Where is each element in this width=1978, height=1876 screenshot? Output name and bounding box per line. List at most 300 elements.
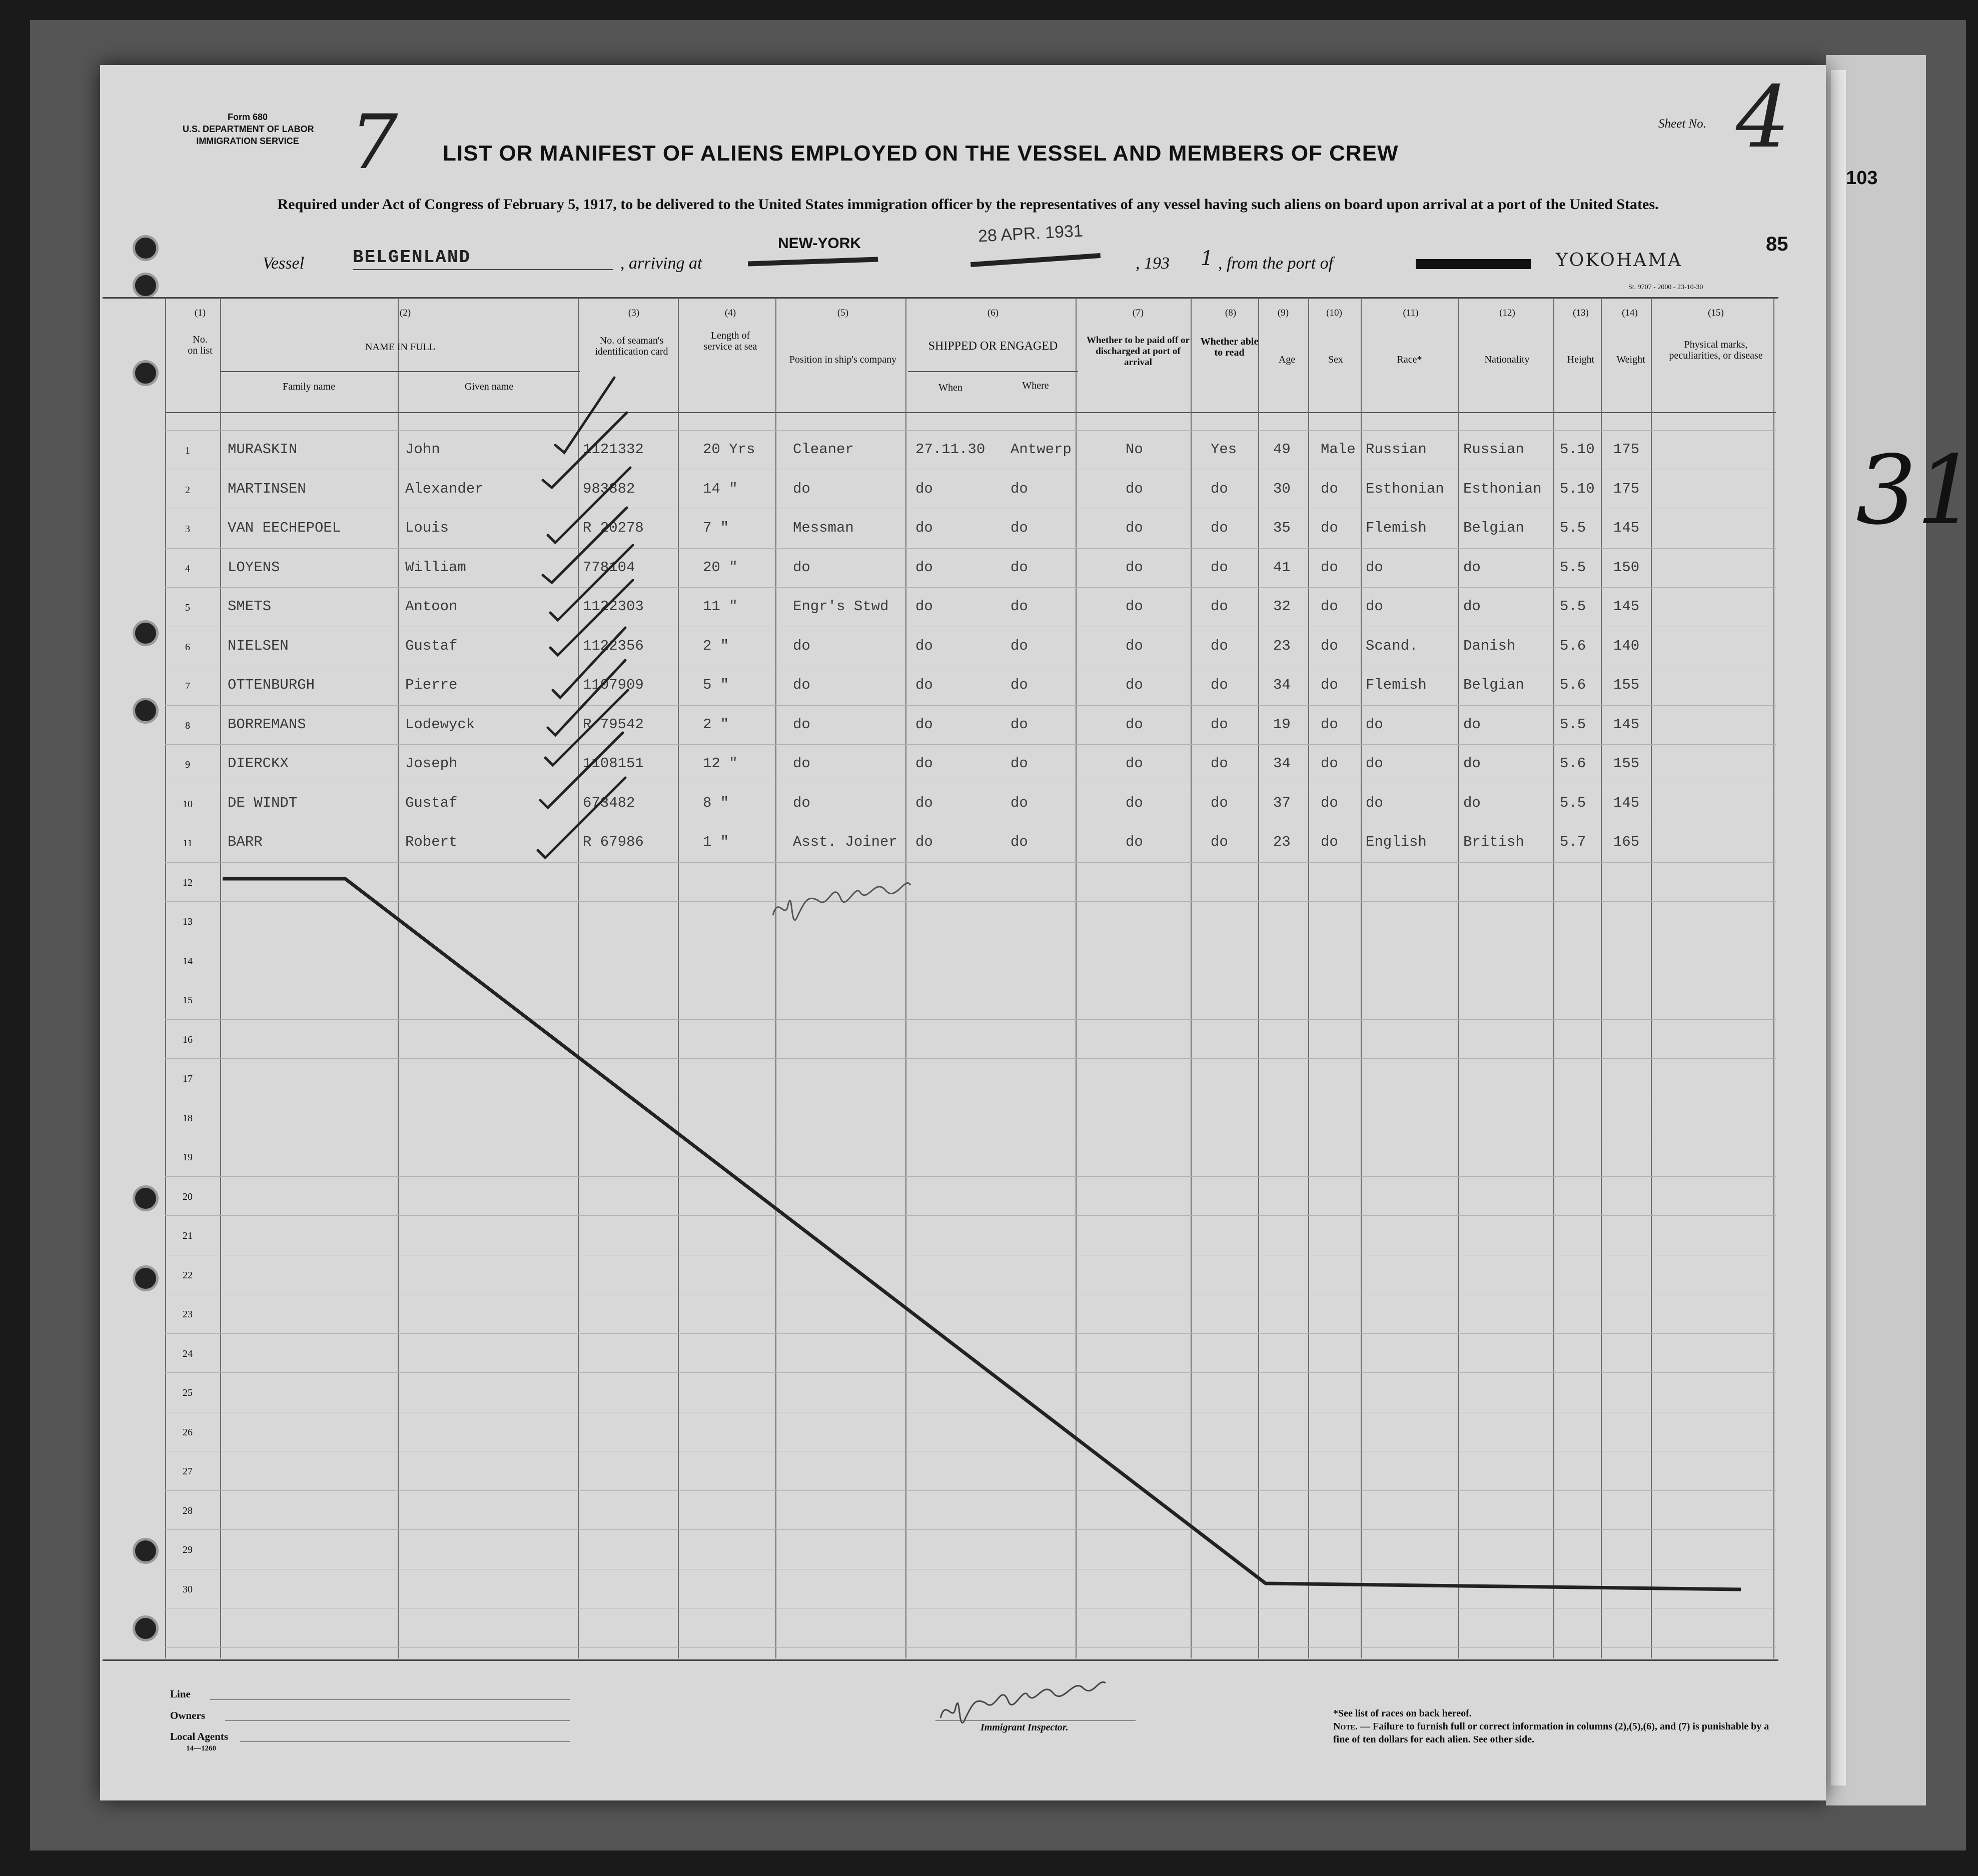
col4-num: (4) <box>724 308 736 318</box>
footer-owners-label: Owners <box>170 1709 205 1721</box>
service-name: IMMIGRATION SERVICE <box>196 136 299 146</box>
cell-service: 11 " <box>703 598 738 615</box>
cell-read: Yes <box>1211 441 1237 458</box>
cell-height: 5.7 <box>1560 834 1586 850</box>
column-divider <box>905 298 906 1658</box>
cell-service: 14 " <box>703 480 738 497</box>
column-divider <box>1458 298 1459 1658</box>
cell-height: 5.10 <box>1560 480 1595 497</box>
cell-read: do <box>1211 520 1228 536</box>
vessel-name: BELGENLAND <box>353 247 471 268</box>
cell-read: do <box>1211 755 1228 772</box>
from-label: , from the port of <box>1218 254 1334 273</box>
cell-weight: 145 <box>1613 716 1640 733</box>
column-divider <box>1651 298 1652 1658</box>
cell-card: 983882 <box>583 480 635 497</box>
year-digit: 1 <box>1201 247 1214 270</box>
column-divider <box>165 298 166 1658</box>
page-title: LIST OR MANIFEST OF ALIENS EMPLOYED ON THE VESSEL AND MEMBERS OF CREW <box>443 141 1399 166</box>
cell-nationality: Danish <box>1463 637 1516 654</box>
cell-paid: do <box>1126 520 1143 536</box>
cell-sex: do <box>1321 834 1338 850</box>
sheet-number-label: Sheet No. <box>1658 117 1706 131</box>
cell-weight: 145 <box>1613 598 1640 615</box>
empty-row-number: 20 <box>183 1191 193 1202</box>
cell-nationality: do <box>1463 755 1481 772</box>
cell-height: 5.5 <box>1560 598 1586 615</box>
col2-given-label: Given name <box>464 381 514 392</box>
row-rule <box>165 1333 1776 1334</box>
from-port: YOKOHAMA <box>1556 250 1682 271</box>
column-divider <box>1308 298 1309 1658</box>
races-note: *See list of races on back hereof. <box>1333 1708 1472 1719</box>
col8-num: (8) <box>1225 308 1237 318</box>
sheet-number: 4 <box>1736 68 1790 167</box>
footer-line-rule <box>210 1699 570 1700</box>
handwritten-seven: 7 <box>350 99 398 186</box>
cell-card: 673482 <box>583 794 635 811</box>
cell-nationality: Belgian <box>1463 677 1524 693</box>
arriving-label: , arriving at <box>620 254 702 273</box>
empty-row-number: 28 <box>183 1505 193 1516</box>
cell-card: 1122356 <box>583 637 644 654</box>
cell-service: 2 " <box>703 637 729 654</box>
cell-where: do <box>1011 520 1028 536</box>
year-label: , 193 <box>1136 254 1170 273</box>
footer-agents-label: Local Agents <box>170 1730 229 1742</box>
column-divider <box>1076 298 1077 1658</box>
row-rule <box>165 744 1776 745</box>
cell-where: do <box>1011 598 1028 615</box>
page-stack-edge-highlight <box>1831 70 1846 1785</box>
cell-height: 5.6 <box>1560 677 1586 693</box>
vessel-name-underline <box>353 269 613 270</box>
cell-family: DE WINDT <box>228 794 298 811</box>
cell-race: Russian <box>1366 441 1427 458</box>
department-name: U.S. DEPARTMENT OF LABOR <box>183 124 314 134</box>
row-number: 4 <box>185 563 190 574</box>
cell-family: LOYENS <box>228 559 280 576</box>
cell-nationality: do <box>1463 716 1481 733</box>
empty-row-number: 16 <box>183 1034 193 1045</box>
row-rule <box>165 1529 1776 1530</box>
header-bottom-rule <box>165 412 1776 413</box>
cell-paid: No <box>1126 441 1143 458</box>
row-rule <box>165 548 1776 549</box>
cell-service: 20 Yrs <box>703 441 755 458</box>
cell-nationality: do <box>1463 794 1481 811</box>
col9-num: (9) <box>1277 308 1289 318</box>
col6-when-label: When <box>938 382 962 393</box>
footer-agents-rule <box>240 1741 570 1742</box>
column-divider <box>220 298 221 1658</box>
cell-where: do <box>1011 794 1028 811</box>
col2-num: (2) <box>399 308 411 318</box>
cell-card: 1107909 <box>583 677 644 693</box>
cell-where: do <box>1011 559 1028 576</box>
cell-card: 1122303 <box>583 598 644 615</box>
shipped-subheader-rule <box>908 371 1078 372</box>
cell-paid: do <box>1126 637 1143 654</box>
cell-given: Alexander <box>405 480 484 497</box>
empty-row-number: 19 <box>183 1152 193 1163</box>
footer-owners-rule <box>225 1720 570 1721</box>
cell-paid: do <box>1126 794 1143 811</box>
row-number: 3 <box>185 524 190 535</box>
col5-num: (5) <box>837 308 849 318</box>
penalty-note-label: Note. <box>1333 1721 1358 1732</box>
cell-nationality: Belgian <box>1463 520 1524 536</box>
cell-service: 20 " <box>703 559 738 576</box>
cell-sex: do <box>1321 755 1338 772</box>
col1-num: (1) <box>194 308 206 318</box>
empty-row-number: 26 <box>183 1426 193 1438</box>
col7-num: (7) <box>1132 308 1144 318</box>
cell-age: 49 <box>1273 441 1291 458</box>
cell-given: William <box>405 559 466 576</box>
cell-sex: do <box>1321 677 1338 693</box>
penalty-note-text: — Failure to furnish full or correct information in columns (2),(5),(6), and (7) is punishable by a fine of ten dollars for each alien. See other side. <box>1333 1721 1769 1745</box>
row-rule <box>165 587 1776 588</box>
cell-when: 27.11.30 <box>915 441 985 458</box>
cell-age: 35 <box>1273 520 1291 536</box>
cell-family: NIELSEN <box>228 637 289 654</box>
cell-weight: 175 <box>1613 480 1640 497</box>
empty-row-number: 14 <box>183 955 193 967</box>
cell-where: Antwerp <box>1011 441 1072 458</box>
cell-height: 5.5 <box>1560 520 1586 536</box>
col15-label: Physical marks, peculiarities, or disease <box>1669 339 1763 361</box>
binder-hole <box>133 273 159 299</box>
binder-hole <box>133 698 159 724</box>
cell-race: do <box>1366 598 1383 615</box>
empty-row-number: 27 <box>183 1466 193 1477</box>
cell-service: 2 " <box>703 716 729 733</box>
cell-position: do <box>793 480 810 497</box>
row-number: 6 <box>185 641 190 653</box>
column-divider <box>1361 298 1362 1658</box>
redacted-port <box>1416 259 1531 269</box>
cell-age: 34 <box>1273 677 1291 693</box>
cell-card: R 67986 <box>583 834 644 850</box>
empty-row-number: 18 <box>183 1112 193 1124</box>
col4-label: Length of service at sea <box>703 330 757 352</box>
cell-race: Flemish <box>1366 677 1427 693</box>
cell-sex: Male <box>1321 441 1356 458</box>
column-divider <box>775 298 776 1658</box>
col15-num: (15) <box>1708 308 1724 318</box>
cell-family: BORREMANS <box>228 716 306 733</box>
cell-where: do <box>1011 755 1028 772</box>
cell-paid: do <box>1126 834 1143 850</box>
row-rule <box>165 1176 1776 1177</box>
cell-when: do <box>915 834 933 850</box>
binder-hole <box>133 1538 159 1564</box>
col6-num: (6) <box>987 308 999 318</box>
cell-age: 23 <box>1273 637 1291 654</box>
row-number: 5 <box>185 602 190 613</box>
cell-paid: do <box>1126 755 1143 772</box>
page-subtitle: Required under Act of Congress of February 5, 1917, to be delivered to the United States immigration officer by the representatives of any vessel having such aliens on board upon arrival at a port of the United States. <box>277 196 1659 213</box>
cell-paid: do <box>1126 559 1143 576</box>
col14-num: (14) <box>1622 308 1638 318</box>
column-divider <box>1258 298 1259 1658</box>
cell-given: Joseph <box>405 755 458 772</box>
col12-label: Nationality <box>1484 354 1530 365</box>
cell-weight: 145 <box>1613 520 1640 536</box>
cell-sex: do <box>1321 559 1338 576</box>
col13-label: Height <box>1567 354 1595 365</box>
empty-row-number: 30 <box>183 1583 193 1595</box>
cell-where: do <box>1011 716 1028 733</box>
cell-when: do <box>915 598 933 615</box>
cell-paid: do <box>1126 480 1143 497</box>
manifest-page <box>100 65 1826 1800</box>
cell-paid: do <box>1126 716 1143 733</box>
cell-given: Pierre <box>405 677 458 693</box>
row-number: 8 <box>185 720 190 731</box>
row-rule <box>165 1215 1776 1216</box>
row-number: 1 <box>185 445 190 456</box>
empty-row-number: 13 <box>183 916 193 927</box>
cell-sex: do <box>1321 716 1338 733</box>
row-rule <box>165 1647 1776 1648</box>
row-number: 10 <box>183 798 193 810</box>
cell-nationality: Russian <box>1463 441 1524 458</box>
cell-given: John <box>405 441 440 458</box>
cell-family: SMETS <box>228 598 272 615</box>
cell-given: Robert <box>405 834 458 850</box>
row-number: 11 <box>183 838 193 849</box>
cell-where: do <box>1011 480 1028 497</box>
cell-race: English <box>1366 834 1427 850</box>
row-rule <box>165 862 1776 863</box>
binder-hole <box>133 1185 159 1211</box>
cell-read: do <box>1211 677 1228 693</box>
col2-family-label: Family name <box>283 381 335 392</box>
binder-hole <box>133 1265 159 1291</box>
col3-label: No. of seaman's identification card <box>595 335 668 357</box>
cell-card: R 20278 <box>583 520 644 536</box>
cell-weight: 145 <box>1613 794 1640 811</box>
binder-hole <box>133 620 159 646</box>
cell-read: do <box>1211 480 1228 497</box>
cell-when: do <box>915 559 933 576</box>
col1-label: No. on list <box>188 334 213 356</box>
row-rule <box>165 1019 1776 1020</box>
cell-paid: do <box>1126 677 1143 693</box>
cell-family: DIERCKX <box>228 755 289 772</box>
empty-row-number: 29 <box>183 1544 193 1555</box>
cell-race: do <box>1366 794 1383 811</box>
col13-num: (13) <box>1573 308 1589 318</box>
empty-row-number: 23 <box>183 1309 193 1320</box>
cell-race: Esthonian <box>1366 480 1444 497</box>
row-number: 9 <box>185 759 190 770</box>
cell-family: OTTENBURGH <box>228 677 315 693</box>
col12-num: (12) <box>1499 308 1515 318</box>
row-rule <box>165 1372 1776 1373</box>
binder-hole <box>133 235 159 261</box>
cell-weight: 165 <box>1613 834 1640 850</box>
cell-card: R 79542 <box>583 716 644 733</box>
cell-where: do <box>1011 834 1028 850</box>
cell-height: 5.10 <box>1560 441 1595 458</box>
col6-label: SHIPPED OR ENGAGED <box>928 340 1058 353</box>
cell-weight: 155 <box>1613 677 1640 693</box>
cell-family: BARR <box>228 834 263 850</box>
cell-nationality: do <box>1463 559 1481 576</box>
cell-weight: 140 <box>1613 637 1640 654</box>
cell-read: do <box>1211 598 1228 615</box>
cell-service: 1 " <box>703 834 729 850</box>
cell-position: Messman <box>793 520 854 536</box>
cell-race: do <box>1366 716 1383 733</box>
cell-height: 5.5 <box>1560 559 1586 576</box>
cell-family: MURASKIN <box>228 441 298 458</box>
col14-label: Weight <box>1616 354 1645 365</box>
empty-row-number: 17 <box>183 1073 193 1084</box>
col10-label: Sex <box>1328 354 1343 365</box>
empty-row-number: 15 <box>183 995 193 1006</box>
column-divider <box>1191 298 1192 1658</box>
vessel-label: Vessel <box>263 254 305 273</box>
col3-num: (3) <box>628 308 640 318</box>
cell-when: do <box>915 677 933 693</box>
cell-age: 41 <box>1273 559 1291 576</box>
col2-label: NAME IN FULL <box>365 342 435 353</box>
cell-given: Gustaf <box>405 794 458 811</box>
form-number: Form 680 <box>227 112 268 122</box>
cell-nationality: do <box>1463 598 1481 615</box>
binder-hole <box>133 1615 159 1641</box>
col8-label: Whether able to read <box>1200 336 1259 358</box>
cell-given: Lodewyck <box>405 716 475 733</box>
empty-row-number: 21 <box>183 1230 193 1241</box>
footer-agents-code: 14—1260 <box>186 1744 216 1752</box>
cell-where: do <box>1011 677 1028 693</box>
row-rule <box>165 705 1776 706</box>
col5-label: Position in ship's company <box>789 354 897 365</box>
row-rule <box>165 1490 1776 1491</box>
empty-row-number: 25 <box>183 1387 193 1398</box>
cell-age: 32 <box>1273 598 1291 615</box>
col7-label: Whether to be paid off or discharged at port of arrival <box>1087 335 1190 368</box>
margin-number: 31 <box>1856 435 1977 546</box>
cell-card: 778104 <box>583 559 635 576</box>
column-divider <box>1773 298 1774 1658</box>
cell-position: Cleaner <box>793 441 854 458</box>
print-code: St. 9707 - 2000 - 23-10-30 <box>1628 284 1703 291</box>
cell-when: do <box>915 480 933 497</box>
col9-label: Age <box>1278 354 1296 365</box>
cell-service: 5 " <box>703 677 729 693</box>
cell-position: do <box>793 794 810 811</box>
cell-position: Engr's Stwd <box>793 598 889 615</box>
cell-height: 5.6 <box>1560 637 1586 654</box>
empty-row-number: 24 <box>183 1348 193 1359</box>
row-rule <box>165 901 1776 902</box>
cell-age: 19 <box>1273 716 1291 733</box>
cell-height: 5.5 <box>1560 716 1586 733</box>
inspector-label: Immigrant Inspector. <box>980 1722 1069 1733</box>
cell-where: do <box>1011 637 1028 654</box>
cell-age: 37 <box>1273 794 1291 811</box>
cell-card: 1121332 <box>583 441 644 458</box>
col11-label: Race* <box>1397 354 1422 365</box>
cell-service: 7 " <box>703 520 729 536</box>
cell-nationality: British <box>1463 834 1524 850</box>
cell-service: 12 " <box>703 755 738 772</box>
cell-position: do <box>793 559 810 576</box>
footer-line-label: Line <box>170 1688 191 1700</box>
cell-service: 8 " <box>703 794 729 811</box>
cell-race: do <box>1366 755 1383 772</box>
cell-race: Flemish <box>1366 520 1427 536</box>
cell-family: VAN EECHEPOEL <box>228 520 341 536</box>
cell-family: MARTINSEN <box>228 480 306 497</box>
penalty-note <box>1333 1720 1783 1746</box>
empty-row-number: 12 <box>183 877 193 888</box>
column-divider <box>398 298 399 1658</box>
col10-num: (10) <box>1326 308 1342 318</box>
cell-sex: do <box>1321 598 1338 615</box>
form-id-block <box>183 111 313 147</box>
cell-nationality: Esthonian <box>1463 480 1542 497</box>
cell-position: do <box>793 755 810 772</box>
col6-where-label: Where <box>1022 380 1049 391</box>
binder-hole <box>133 360 159 386</box>
edge-number: 103 <box>1846 168 1878 189</box>
empty-row-number: 22 <box>183 1269 193 1281</box>
cell-paid: do <box>1126 598 1143 615</box>
cell-sex: do <box>1321 637 1338 654</box>
cell-position: do <box>793 716 810 733</box>
cell-when: do <box>915 716 933 733</box>
name-subheader-rule <box>220 371 580 372</box>
cell-weight: 155 <box>1613 755 1640 772</box>
column-divider <box>1601 298 1602 1658</box>
cell-age: 34 <box>1273 755 1291 772</box>
row-number: 7 <box>185 681 190 692</box>
cell-race: Scand. <box>1366 637 1418 654</box>
row-number: 2 <box>185 484 190 496</box>
inspector-rule <box>935 1720 1136 1721</box>
table-bottom-rule <box>103 1659 1778 1661</box>
cell-read: do <box>1211 637 1228 654</box>
cell-weight: 150 <box>1613 559 1640 576</box>
cell-position: do <box>793 677 810 693</box>
cell-read: do <box>1211 559 1228 576</box>
cell-given: Louis <box>405 520 449 536</box>
column-divider <box>678 298 679 1658</box>
cell-when: do <box>915 755 933 772</box>
cell-when: do <box>915 637 933 654</box>
column-divider <box>1553 298 1554 1658</box>
cell-sex: do <box>1321 794 1338 811</box>
cell-height: 5.6 <box>1560 755 1586 772</box>
col11-num: (11) <box>1403 308 1419 318</box>
cell-sex: do <box>1321 480 1338 497</box>
arriving-port: NEW-YORK <box>778 235 861 252</box>
cell-given: Antoon <box>405 598 458 615</box>
cell-given: Gustaf <box>405 637 458 654</box>
cell-sex: do <box>1321 520 1338 536</box>
row-rule <box>165 430 1776 431</box>
date-stamp: 28 APR. 1931 <box>977 221 1084 246</box>
cell-when: do <box>915 794 933 811</box>
cell-read: do <box>1211 834 1228 850</box>
